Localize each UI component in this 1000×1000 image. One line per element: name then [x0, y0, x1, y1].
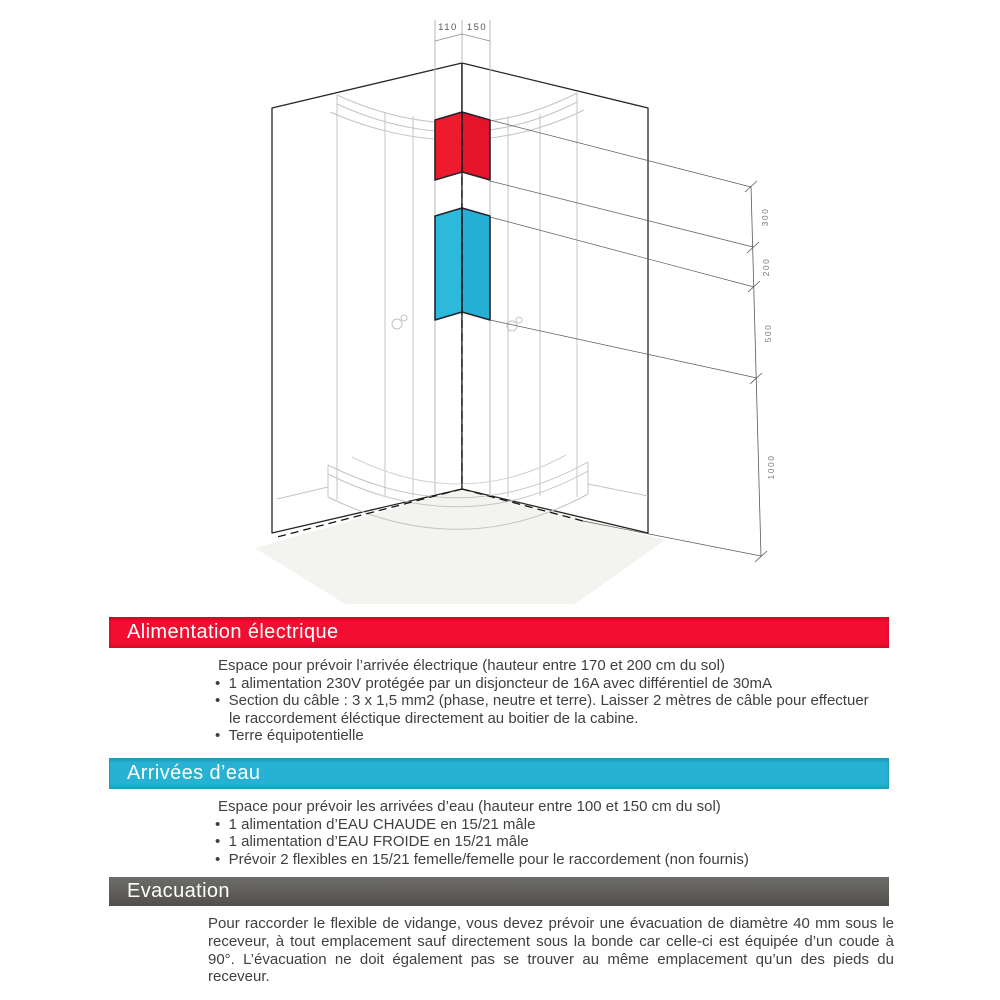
section-title-water: Arrivées d’eau — [127, 761, 261, 784]
list-item: • 1 alimentation d’EAU FROIDE en 15/21 mâle — [215, 833, 870, 851]
list-item: • 1 alimentation 230V protégée par un disjoncteur de 16A avec différentiel de 30mA — [215, 675, 870, 693]
water-text-block — [215, 798, 870, 868]
water-zone-panel — [435, 208, 490, 320]
list-item: • 1 alimentation d’EAU CHAUDE en 15/21 mâle — [215, 816, 870, 834]
left-wall — [272, 63, 462, 533]
electrical-intro: Espace pour prévoir l’arrivée électrique (hauteur entre 170 et 200 cm du sol) — [218, 657, 725, 674]
evacuation-paragraph: Pour raccorder le flexible de vidange, vous devez prévoir une évacuation de diamètre 40 mm sous le receveur, à tout emplacement sauf directement sous la bonde car celle-ci est équipée d’un coude à 90°. L’évacuation ne doit également pas se trouver au même emplacement qu’un des pieds du receveur. — [208, 915, 894, 986]
side-dimension-labels — [760, 208, 776, 480]
section-header-electrical — [109, 617, 889, 648]
list-item: • Prévoir 2 flexibles en 15/21 femelle/femelle pour le raccordement (non fournis) — [215, 851, 870, 869]
electric-zone-right-face — [462, 112, 490, 180]
section-title-electrical: Alimentation électrique — [127, 621, 339, 643]
side-dimension-ruler — [745, 181, 767, 562]
water-intro: Espace pour prévoir les arrivées d’eau (hauteur entre 100 et 150 cm du sol) — [218, 797, 721, 815]
dim-500: 500 — [763, 323, 773, 343]
electric-zone-left-face — [435, 112, 462, 180]
dim-300: 300 — [760, 207, 770, 227]
list-item: • Section du câble : 3 x 1,5 mm2 (phase, neutre et terre). Laisser 2 mètres de câble pour effectuer le raccordement éléctique directement au boitier de la cabine. — [215, 692, 870, 727]
dim-200: 200 — [761, 257, 771, 277]
list-item: • Terre équipotentielle — [215, 727, 870, 745]
dim-150: 150 — [466, 22, 488, 33]
electrical-text-block — [215, 657, 870, 745]
water-zone-right-face — [462, 208, 490, 320]
dim-1000: 1000 — [766, 454, 776, 480]
electrical-bullet-list — [215, 675, 870, 745]
water-zone-left-face — [435, 208, 462, 320]
dim-110: 110 — [438, 22, 458, 33]
section-header-evacuation — [109, 877, 889, 906]
section-header-water — [109, 758, 889, 789]
section-title-evacuation: Evacuation — [127, 880, 230, 903]
water-bullet-list — [215, 816, 870, 869]
